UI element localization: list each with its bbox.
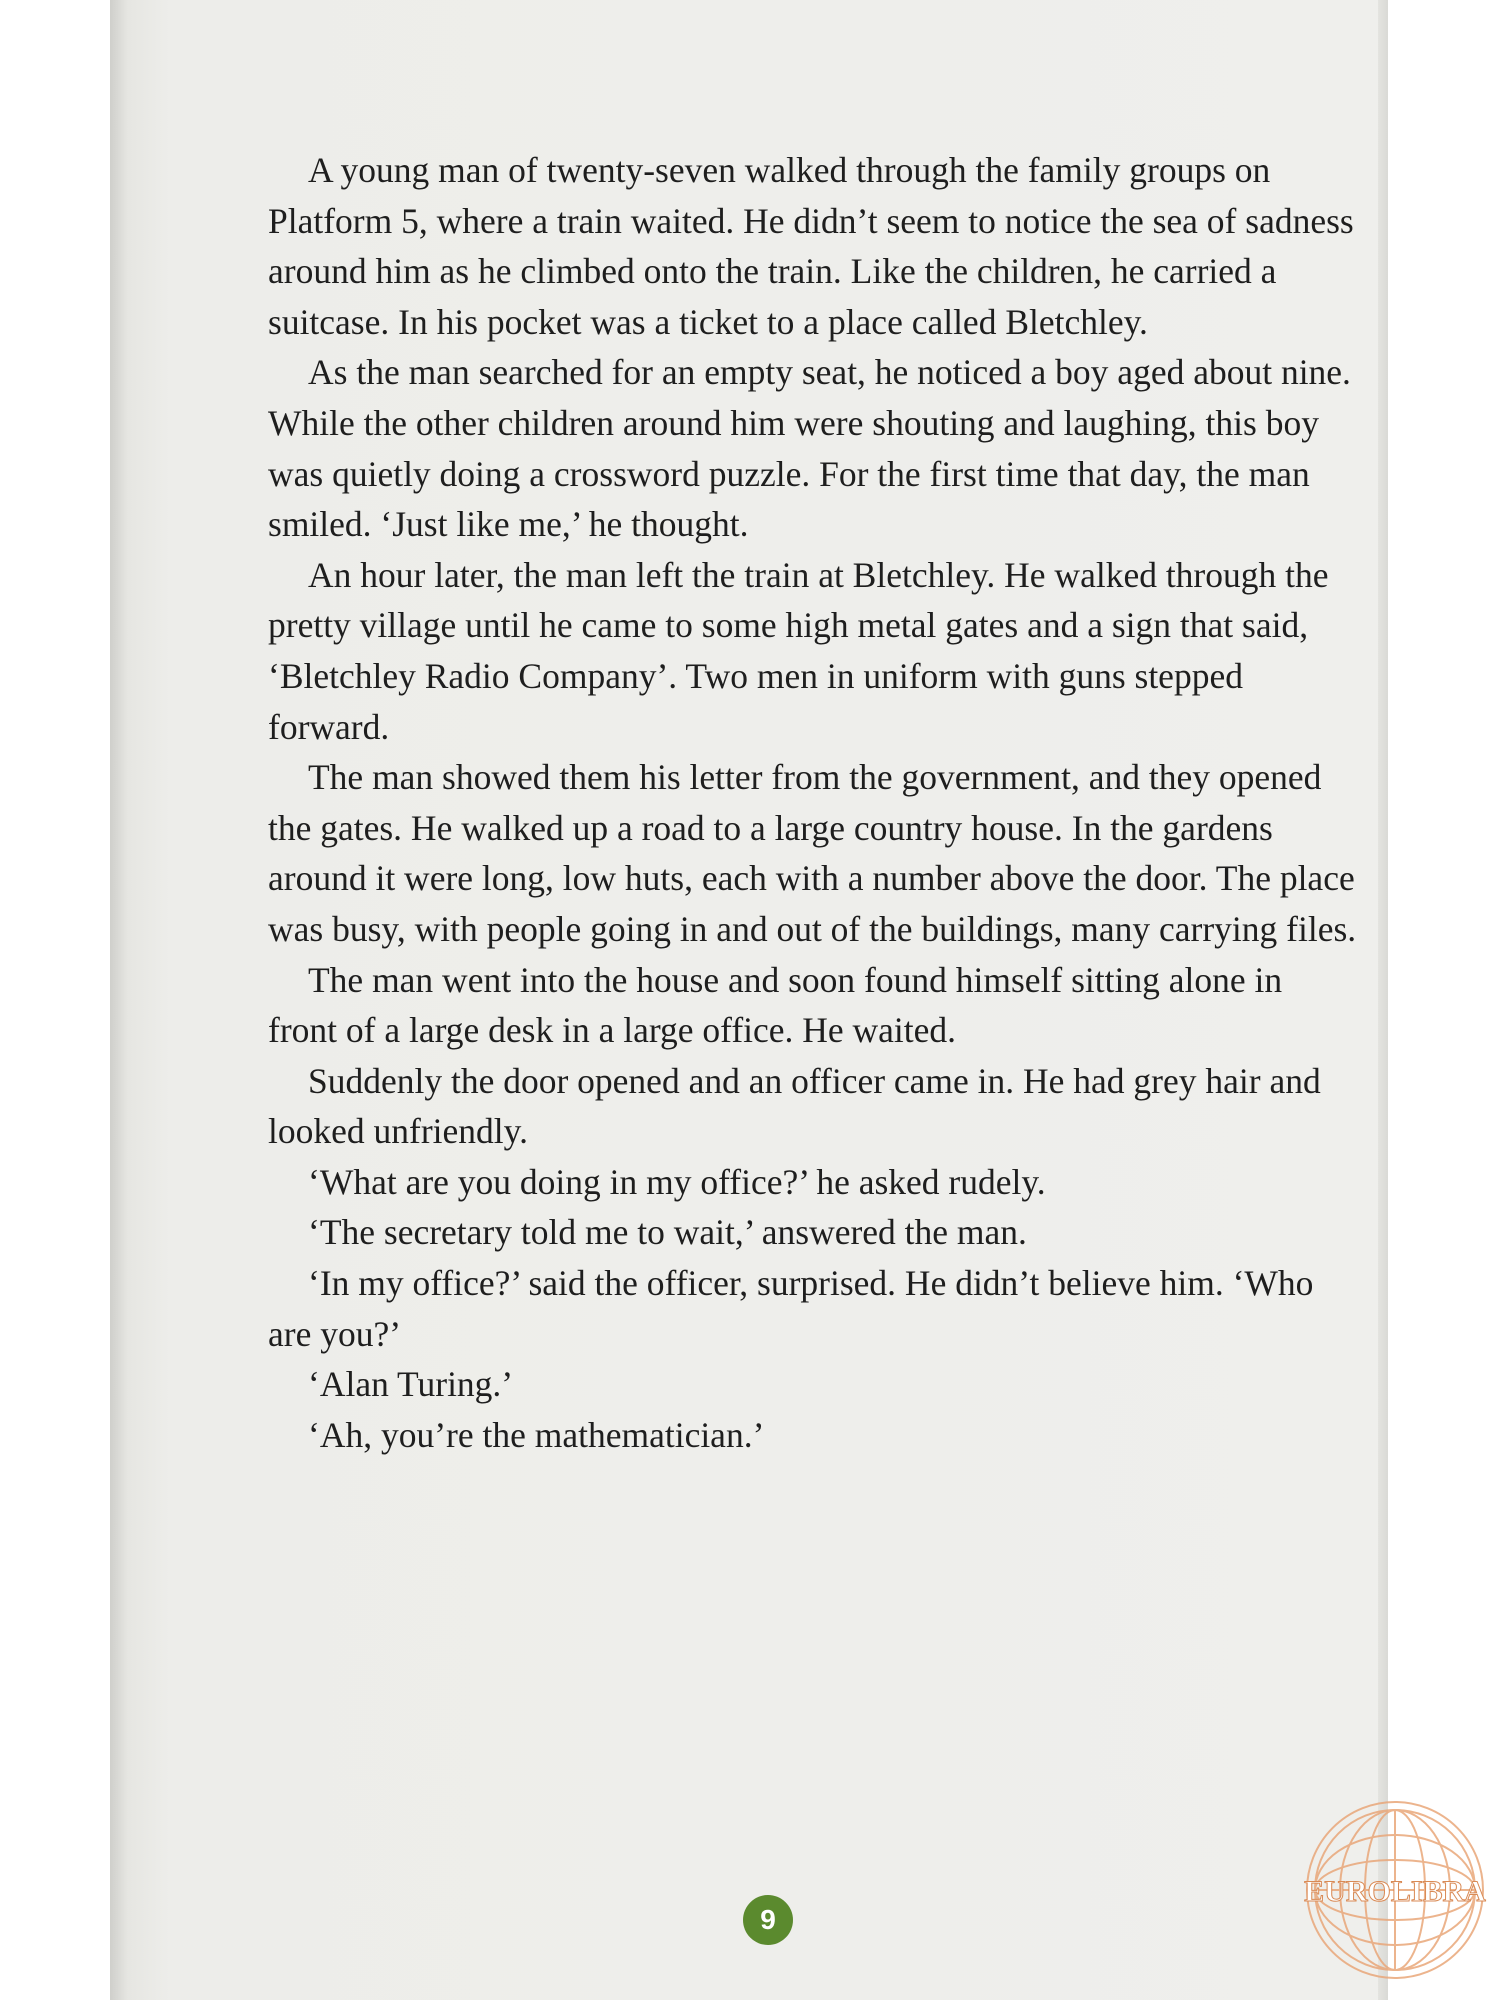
paragraph: The man went into the house and soon found himself sitting alone in front of a large desk in a large office. He waited.	[268, 959, 1283, 1051]
paragraph: ‘What are you doing in my office?’ he asked rudely.	[308, 1161, 1046, 1202]
paragraph: An hour later, the man left the train at Bletchley. He walked through the pretty village until he came to some high metal gates and a sign that said, ‘Bletchley Radio Company’. Two men in uniform with guns stepped forward.	[268, 554, 1329, 747]
paragraph: A young man of twenty-seven walked through the family groups on Platform 5, where a train waited. He didn’t seem to notice the sea of sadness around him as he climbed onto the train. Like the children, he carried a suitcase. In his pocket was a ticket to a place called Bletchley.	[268, 150, 1354, 342]
paragraph: As the man searched for an empty seat, he noticed a boy aged about nine. While the other children around him were shouting and laughing, this boy was quietly doing a crossword puzzle. For the first time that day, the man smiled. ‘Just like me,’ he thought.	[268, 352, 1351, 545]
paragraph: The man showed them his letter from the government, and they opened the gates. He walked up a road to a large country house. In the gardens around it were long, low huts, each with a number above the door. The place was busy, with people going in and out of the buildings, many carrying files.	[268, 757, 1357, 949]
eurolibra-watermark-logo	[1300, 1795, 1490, 1985]
watermark-label: EUROLIBRA	[1304, 1875, 1486, 1908]
book-page	[110, 0, 1388, 2000]
paragraph: ‘Alan Turing.’	[308, 1364, 514, 1405]
paragraph: Suddenly the door opened and an officer came in. He had grey hair and looked unfriendly.	[268, 1060, 1321, 1152]
paragraph: ‘In my office?’ said the officer, surprised. He didn’t believe him. ‘Who are you?’	[268, 1263, 1314, 1354]
page-number-badge: 9	[743, 1895, 793, 1945]
body-text	[268, 145, 1358, 1460]
paragraph: ‘The secretary told me to wait,’ answered the man.	[308, 1212, 1027, 1253]
paragraph: ‘Ah, you’re the mathematician.’	[308, 1414, 765, 1455]
page-edge	[1378, 0, 1388, 2000]
